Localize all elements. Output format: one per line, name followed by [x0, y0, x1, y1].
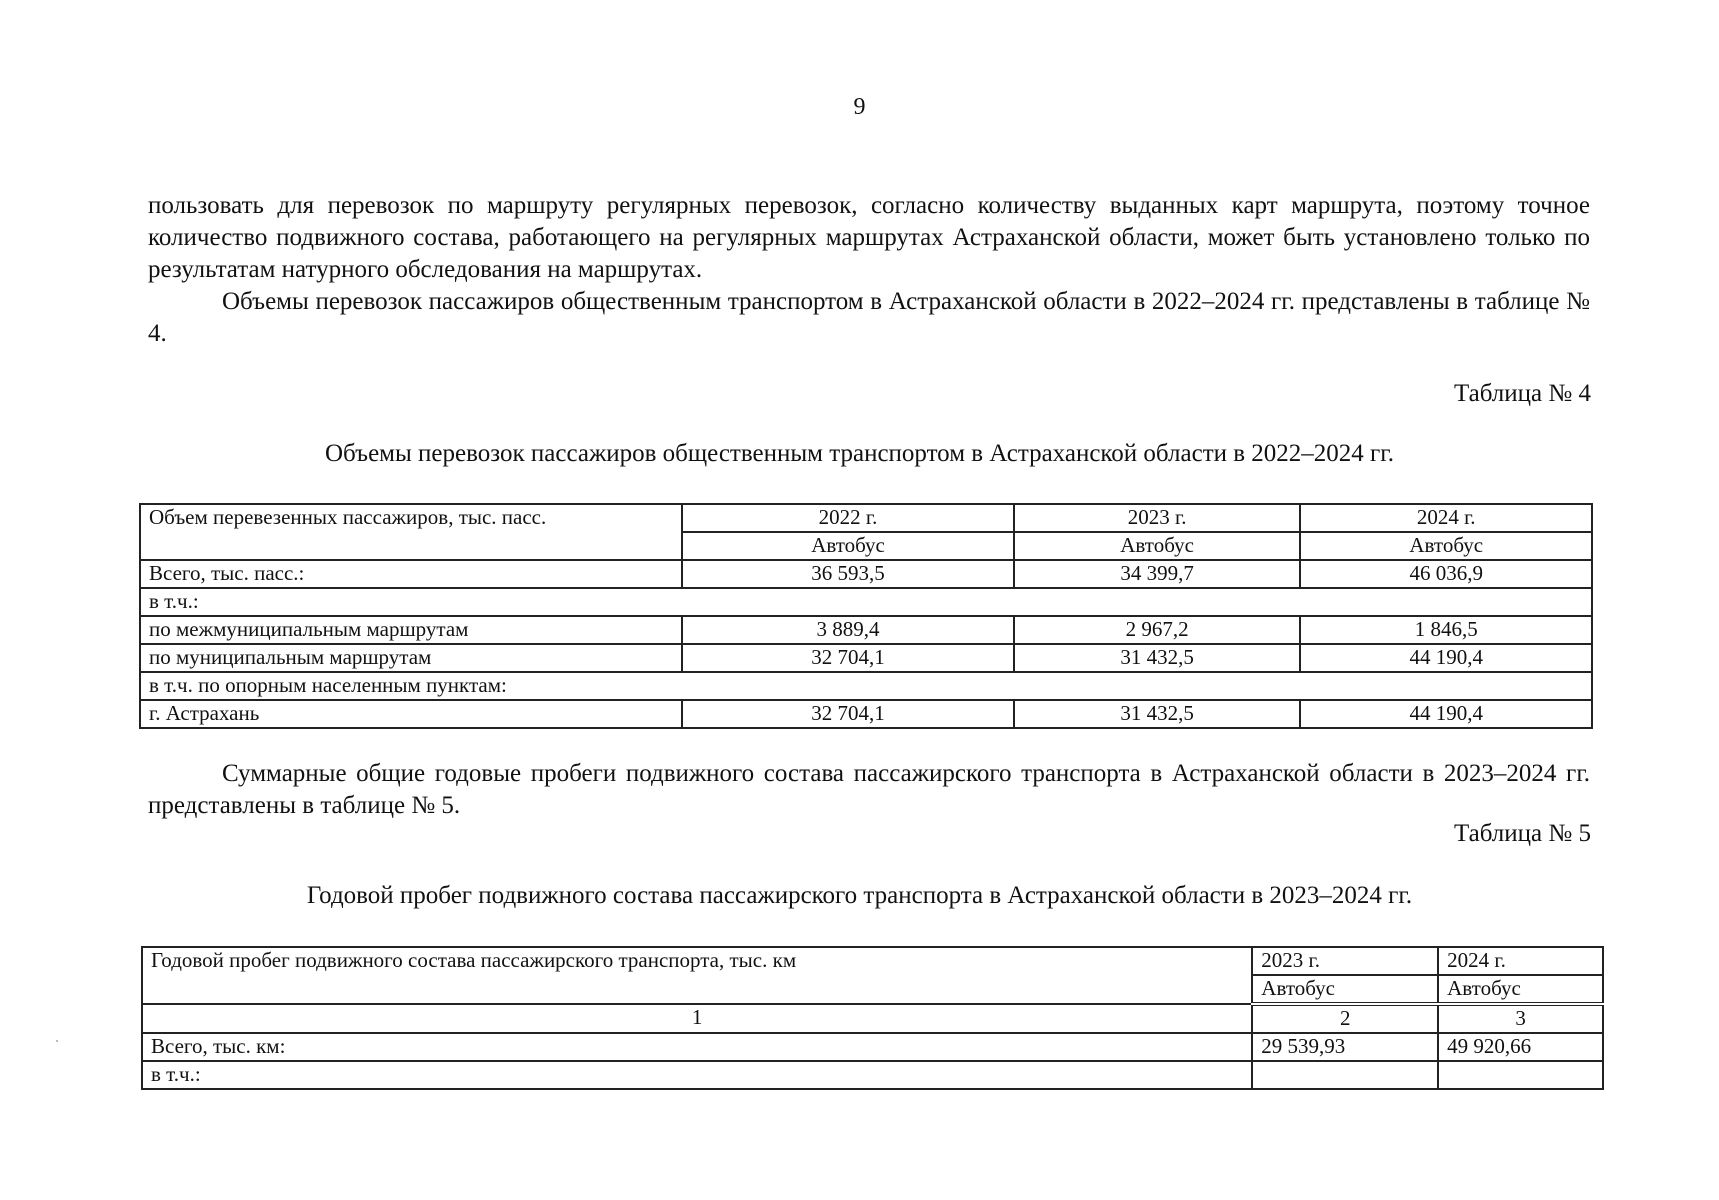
column-number: 2 — [1252, 1004, 1438, 1033]
row-label: по муниципальным маршрутам — [140, 644, 682, 672]
row-label: в т.ч.: — [142, 1061, 1252, 1089]
table-4-vehicle: Автобус — [1014, 532, 1301, 560]
row-label: в т.ч. по опорным населенным пунктам: — [140, 672, 1592, 700]
cell-value: 34 399,7 — [1014, 560, 1301, 588]
row-label: г. Астрахань — [140, 700, 682, 728]
cell-value: 1 846,5 — [1300, 616, 1592, 644]
table-row — [142, 1004, 1603, 1033]
cell-value: 32 704,1 — [682, 644, 1014, 672]
paragraph-1: пользовать для перевозок по маршруту регулярных перевозок, согласно количеству выданных карт маршрута, поэтому точное количество подвижного состава, работающего на регулярных маршрутах Астраханской области, может быть установлено только по результатам натурного обследования на маршрутах. — [148, 192, 1590, 283]
table-row — [142, 1033, 1603, 1061]
row-label: в т.ч.: — [140, 588, 1592, 616]
table-row — [142, 947, 1603, 975]
table-row — [140, 588, 1592, 616]
table-4 — [139, 503, 1593, 729]
row-label: Всего, тыс. км: — [142, 1033, 1252, 1061]
table-5-year-2023: 2023 г. — [1252, 947, 1438, 975]
page-number: 9 — [853, 94, 866, 120]
table-5-title: Годовой пробег подвижного состава пассажирского транспорта в Астраханской области в 2023–2024 гг. — [306, 882, 1413, 909]
table-row — [140, 616, 1592, 644]
row-label: по межмуниципальным маршрутам — [140, 616, 682, 644]
table-5-header-label: Годовой пробег подвижного состава пассажирского транспорта, тыс. км — [142, 947, 1252, 1004]
table-5 — [141, 946, 1604, 1090]
table-4-vehicle: Автобус — [682, 532, 1014, 560]
table-5-vehicle: Автобус — [1252, 975, 1438, 1004]
table-5-year-2024: 2024 г. — [1438, 947, 1603, 975]
table-4-header-label: Объем перевезенных пассажиров, тыс. пасс. — [140, 504, 682, 560]
paragraph-2: Объемы перевозок пассажиров общественным транспортом в Астраханской области в 2022–2024 гг. представлены в таблице № 4. — [148, 288, 1590, 347]
cell-value: 29 539,93 — [1252, 1033, 1438, 1061]
table-4-year-2024: 2024 г. — [1300, 504, 1592, 532]
cell-empty — [1438, 1061, 1603, 1089]
paragraph-3: Суммарные общие годовые пробеги подвижного состава пассажирского транспорта в Астраханской области в 2023–2024 гг. представлены в таблице № 5. — [148, 760, 1590, 819]
table-row — [140, 700, 1592, 728]
table-4-vehicle: Автобус — [1300, 532, 1592, 560]
table-5-number: Таблица № 5 — [1453, 820, 1591, 847]
scan-dot — [56, 1040, 58, 1042]
table-row — [140, 560, 1592, 588]
cell-value: 44 190,4 — [1300, 700, 1592, 728]
cell-value: 49 920,66 — [1438, 1033, 1603, 1061]
table-4-title: Объемы перевозок пассажиров общественным транспортом в Астраханской области в 2022–2024 гг. — [325, 440, 1394, 467]
table-row — [140, 504, 1592, 532]
cell-value: 2 967,2 — [1014, 616, 1301, 644]
cell-empty — [1252, 1061, 1438, 1089]
table-4-number: Таблица № 4 — [1453, 380, 1591, 407]
table-5-vehicle: Автобус — [1438, 975, 1603, 1004]
table-4-year-2023: 2023 г. — [1014, 504, 1301, 532]
column-number: 3 — [1438, 1004, 1603, 1033]
table-4-year-2022: 2022 г. — [682, 504, 1014, 532]
column-number: 1 — [142, 1004, 1252, 1033]
table-row — [140, 644, 1592, 672]
cell-value: 46 036,9 — [1300, 560, 1592, 588]
cell-value: 44 190,4 — [1300, 644, 1592, 672]
table-row — [142, 1061, 1603, 1089]
cell-value: 3 889,4 — [682, 616, 1014, 644]
cell-value: 31 432,5 — [1014, 644, 1301, 672]
row-label: Всего, тыс. пасс.: — [140, 560, 682, 588]
cell-value: 31 432,5 — [1014, 700, 1301, 728]
cell-value: 36 593,5 — [682, 560, 1014, 588]
table-row — [140, 672, 1592, 700]
cell-value: 32 704,1 — [682, 700, 1014, 728]
